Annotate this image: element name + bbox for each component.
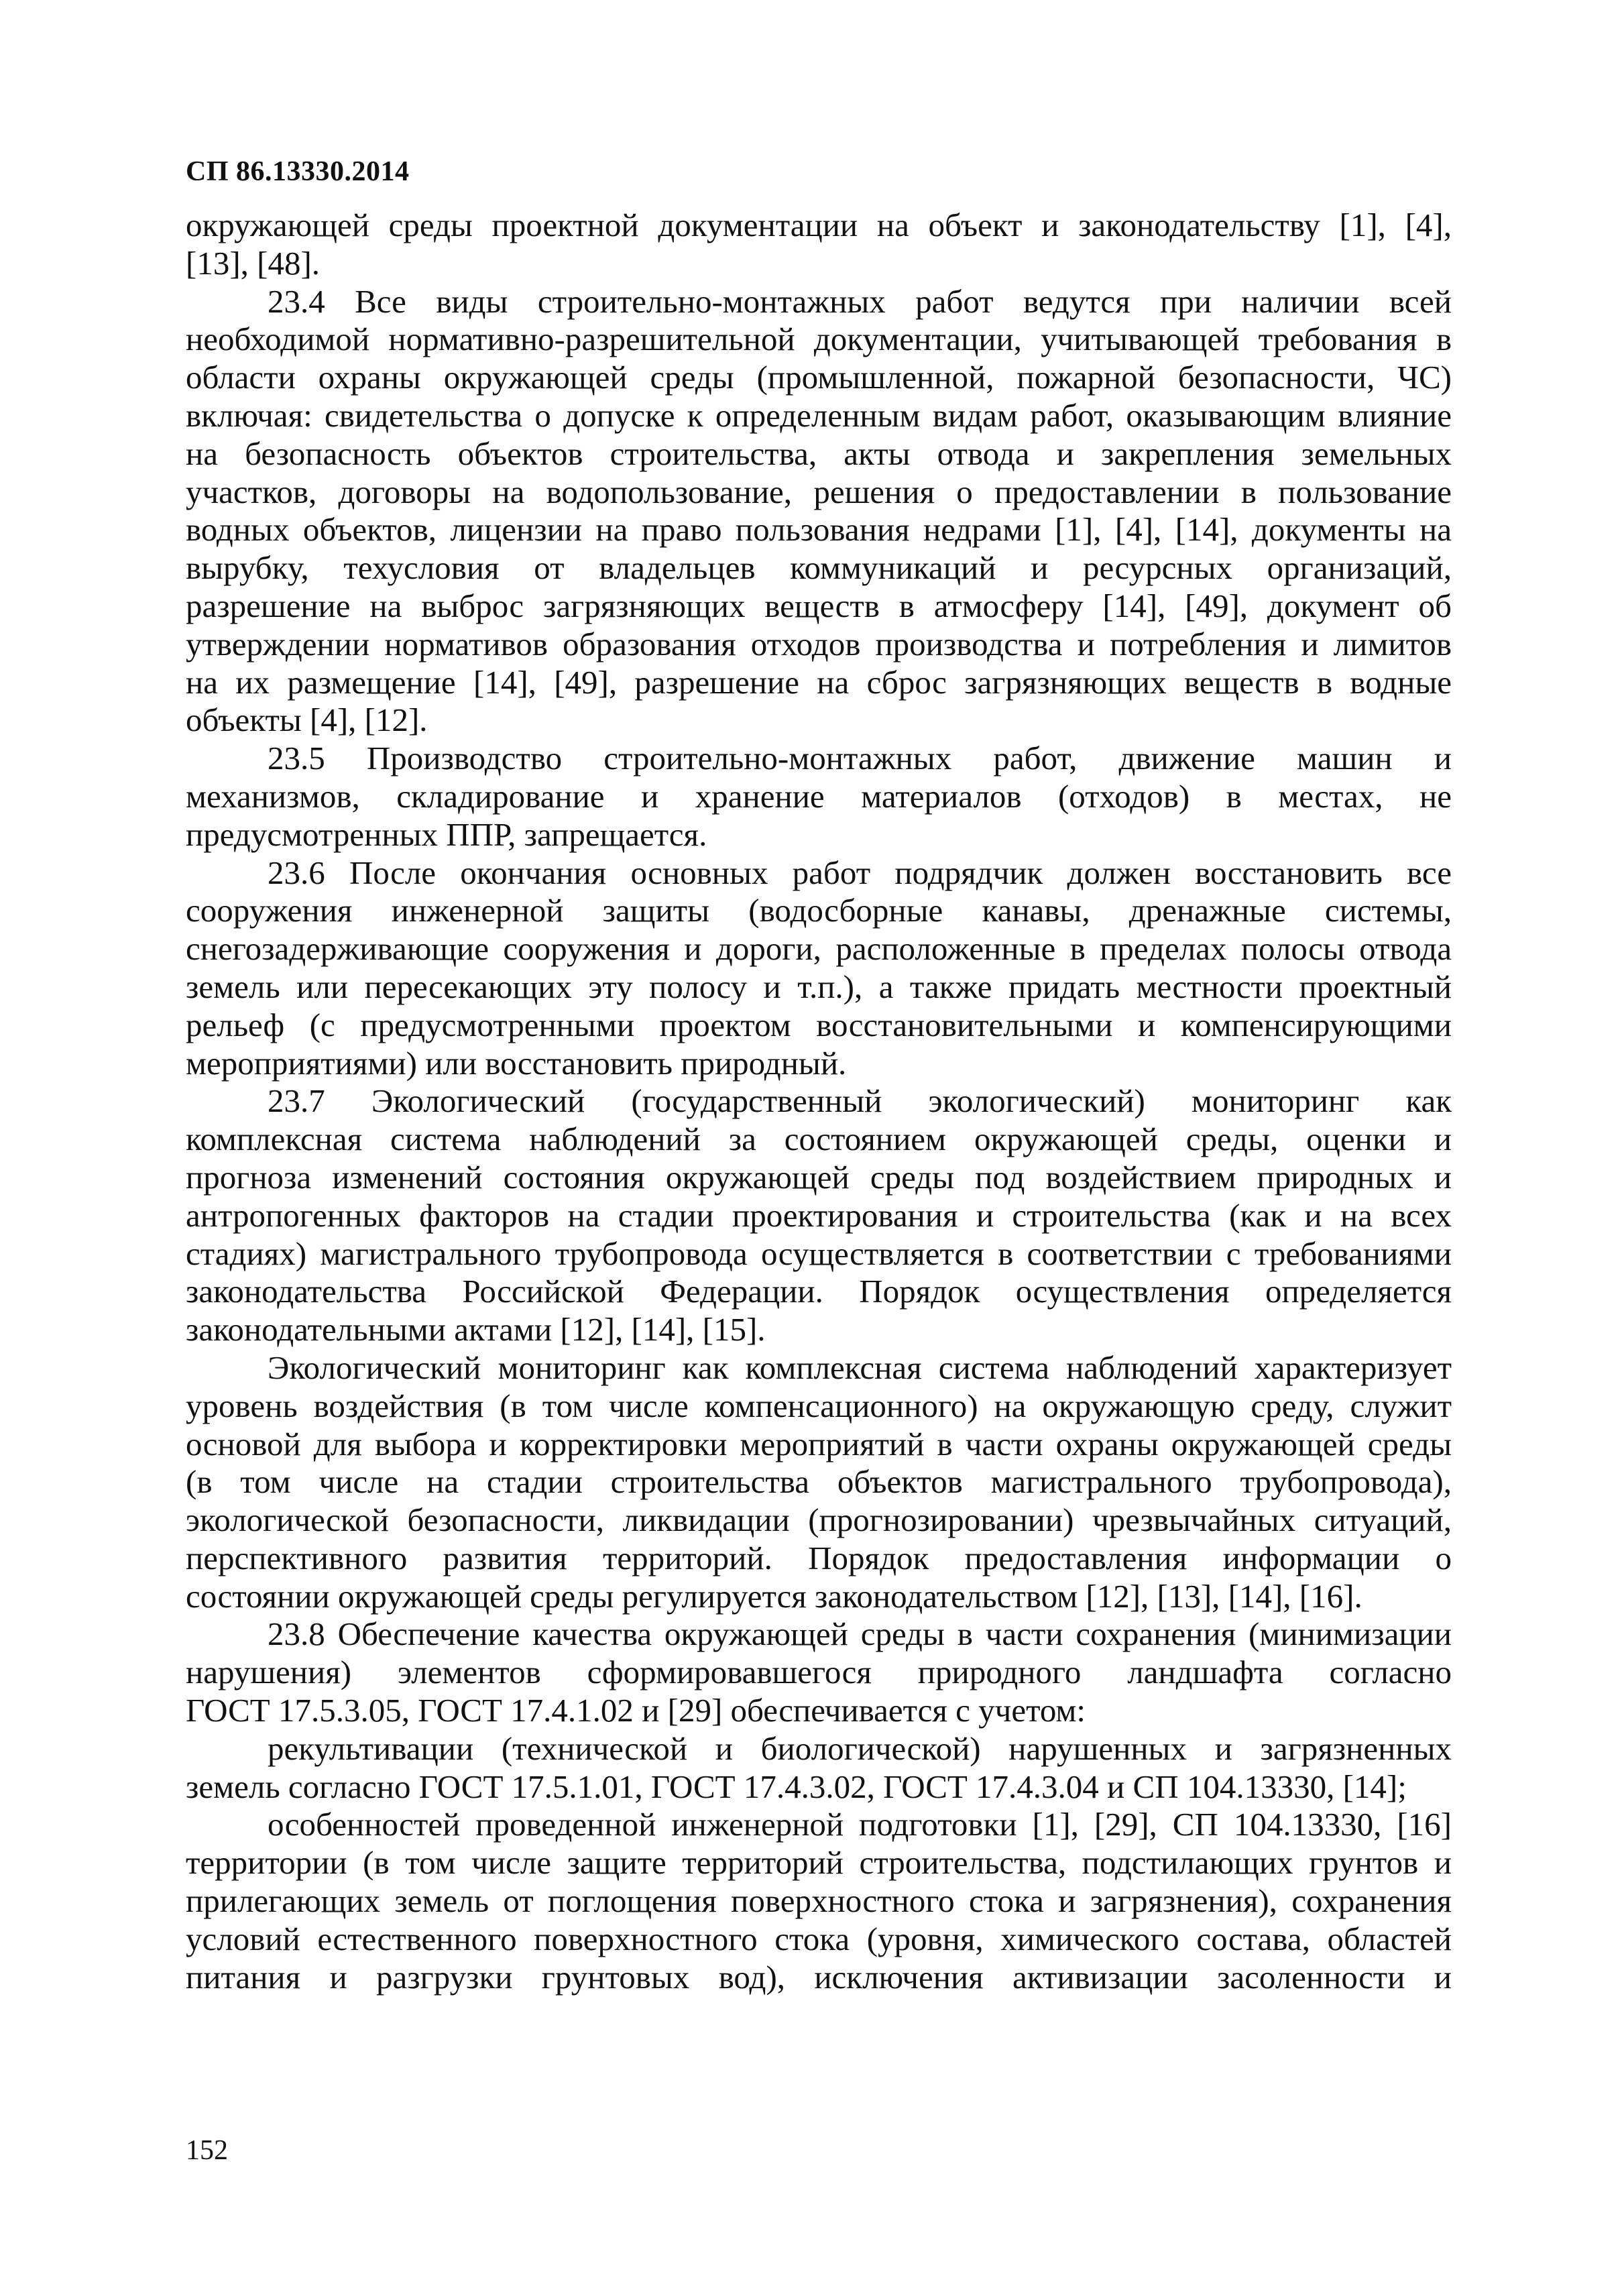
text-line: сооружения инженерной защиты (водосборные канавы, дренажные системы, — [186, 892, 1452, 929]
document-code-header: СП 86.13330.2014 — [186, 156, 410, 187]
text-line: состоянии окружающей среды регулируется законодательством [12], [13], [14], [16]. — [186, 1577, 1362, 1615]
text-line: комплексная система наблюдений за состоянием окружающей среды, оценки и — [186, 1121, 1452, 1158]
text-line: 23.8 Обеспечение качества окружающей среды в части сохранения (минимизации — [268, 1615, 1452, 1653]
text-line: предусмотренных ППР, запрещается. — [186, 815, 707, 853]
text-line: [13], [48]. — [186, 244, 321, 282]
text-line: законодательства Российской Федерации. Порядок осуществления определяется — [186, 1273, 1452, 1310]
text-line: окружающей среды проектной документации на объект и законодательству [1], [4], — [186, 207, 1452, 243]
text-line: уровень воздействия (в том числе компенсационного) на окружающую среду, служит — [186, 1387, 1452, 1424]
text-line: стадиях) магистрального трубопровода осуществляется в соответствии с требованиями — [186, 1235, 1452, 1272]
text-line: включая: свидетельства о допуске к определенным видам работ, оказывающим влияние — [186, 396, 1452, 434]
text-line: ГОСТ 17.5.3.05, ГОСТ 17.4.1.02 и [29] обеспечивается с учетом: — [186, 1692, 1086, 1729]
text-line: (в том числе на стадии строительства объектов магистрального трубопровода), — [186, 1463, 1452, 1501]
text-line: законодательными актами [12], [14], [15]. — [186, 1311, 766, 1348]
text-line: 23.5 Производство строительно-монтажных работ, движение машин и — [268, 740, 1452, 777]
text-line: земель или пересекающих эту полосу и т.п.), а также придать местности проектный — [186, 968, 1452, 1005]
text-line: питания и разгрузки грунтовых вод), исключения активизации засоленности и — [186, 1958, 1452, 1996]
text-line: особенностей проведенной инженерной подготовки [1], [29], СП 104.13330, [16] — [268, 1806, 1452, 1843]
text-line: территории (в том числе защите территорий строительства, подстилающих грунтов и — [186, 1844, 1452, 1882]
text-line: рекультивации (технической и биологической) нарушенных и загрязненных — [268, 1729, 1452, 1767]
text-line: земель согласно ГОСТ 17.5.1.01, ГОСТ 17.4.3.02, ГОСТ 17.4.3.04 и СП 104.13330, [14]; — [186, 1768, 1407, 1805]
text-line: прилегающих земель от поглощения поверхностного стока и загрязнения), сохранения — [186, 1882, 1452, 1920]
text-line: снегозадерживающие сооружения и дороги, расположенные в пределах полосы отвода — [186, 930, 1452, 968]
text-line: объекты [4], [12]. — [186, 701, 428, 739]
text-line: необходимой нормативно-разрешительной документации, учитывающей требования в — [186, 321, 1452, 358]
body-text — [186, 207, 1452, 1996]
text-line: водных объектов, лицензии на право пользования недрами [1], [4], [14], документы на — [186, 511, 1452, 549]
text-line: на безопасность объектов строительства, акты отвода и закрепления земельных — [186, 435, 1452, 472]
text-line: разрешение на выброс загрязняющих веществ в атмосферу [14], [49], документ об — [186, 587, 1452, 624]
text-line: антропогенных факторов на стадии проектирования и строительства (как и на всех — [186, 1196, 1452, 1234]
text-line: основой для выбора и корректировки мероприятий в части охраны окружающей среды — [186, 1425, 1452, 1462]
text-line: рельеф (с предусмотренными проектом восстановительными и компенсирующими — [186, 1006, 1452, 1043]
text-line: мероприятиями) или восстановить природный. — [186, 1044, 847, 1082]
text-line: Экологический мониторинг как комплексная система наблюдений характеризует — [268, 1348, 1452, 1386]
text-line: 23.6 После окончания основных работ подрядчик должен восстановить все — [268, 854, 1452, 891]
text-line: механизмов, складирование и хранение материалов (отходов) в местах, не — [186, 777, 1452, 815]
text-line: нарушения) элементов сформировавшегося природного ландшафта согласно — [186, 1654, 1452, 1691]
text-line: 23.7 Экологический (государственный экологический) мониторинг как — [268, 1082, 1452, 1120]
text-line: области охраны окружающей среды (промышленной, пожарной безопасности, ЧС) — [186, 359, 1452, 396]
text-line: вырубку, техусловия от владельцев коммуникаций и ресурсных организаций, — [186, 549, 1452, 587]
text-line: условий естественного поверхностного стока (уровня, химического состава, областей — [186, 1920, 1452, 1957]
text-line: прогноза изменений состояния окружающей среды под воздействием природных и — [186, 1158, 1452, 1196]
text-line: экологической безопасности, ликвидации (прогнозировании) чрезвычайных ситуаций, — [186, 1501, 1452, 1539]
text-line: утверждении нормативов образования отходов производства и потребления и лимитов — [186, 625, 1452, 663]
page-number: 152 — [186, 2135, 228, 2166]
text-line: 23.4 Все виды строительно-монтажных работ ведутся при наличии всей — [268, 282, 1452, 320]
text-line: на их размещение [14], [49], разрешение на сброс загрязняющих веществ в водные — [186, 663, 1452, 701]
text-line: участков, договоры на водопользование, решения о предоставлении в пользование — [186, 473, 1452, 510]
text-line: перспективного развития территорий. Порядок предоставления информации о — [186, 1539, 1452, 1576]
